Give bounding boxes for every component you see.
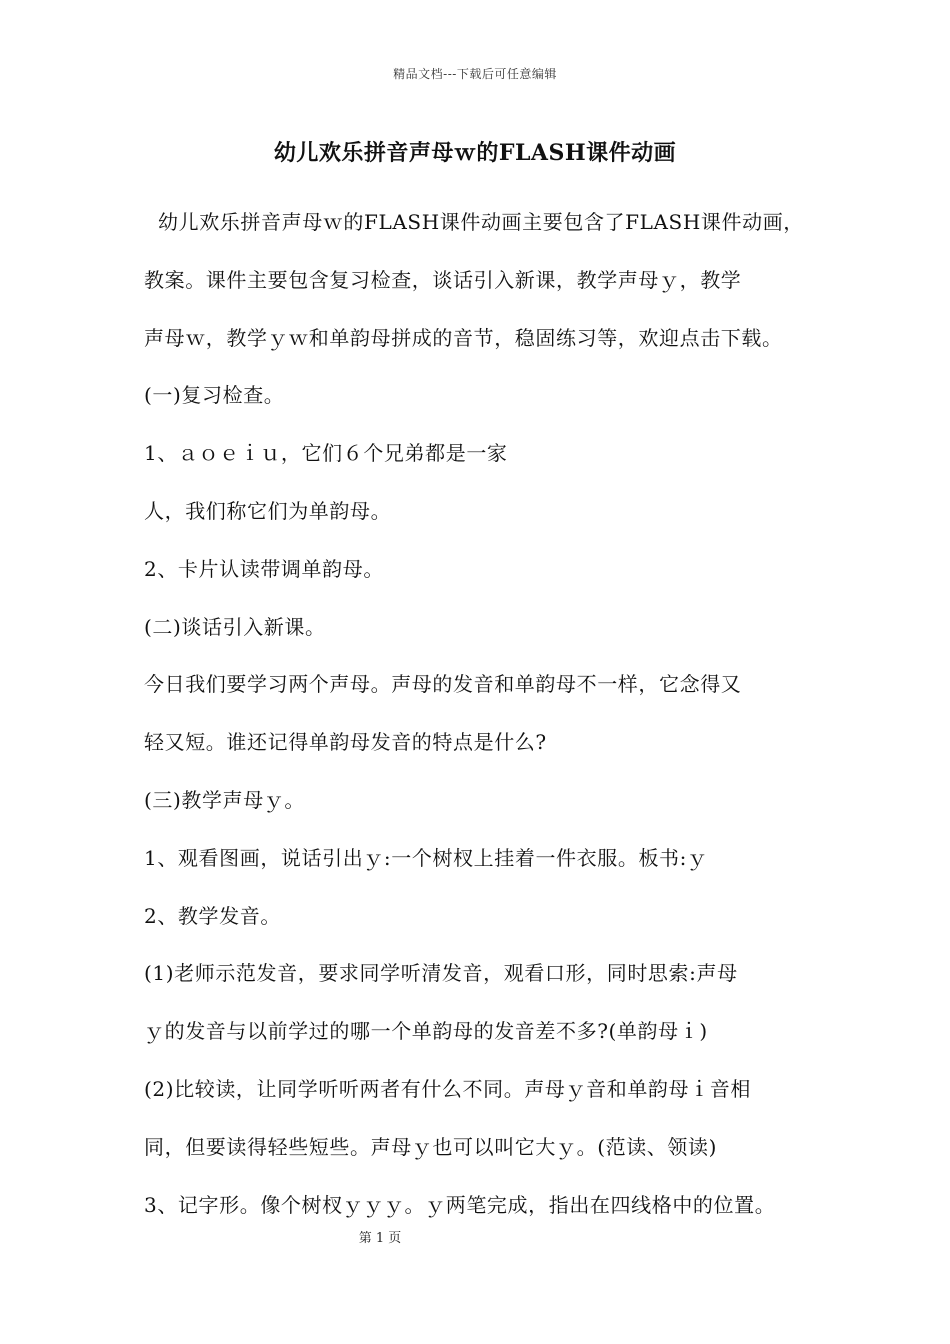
paragraph-line: (2)比较读，让同学听听两者有什么不同。声母ｙ音和单韵母ｉ音相 (144, 1076, 751, 1101)
section-heading: (三)教学声母ｙ。 (144, 787, 306, 812)
page-number: 第 1 页 (358, 1231, 402, 1246)
header-note: 精品文档---下载后可任意编辑 (393, 67, 557, 81)
paragraph-line: 教案。课件主要包含复习检查，谈话引入新课，教学声母ｙ，教学 (144, 267, 742, 292)
paragraph-line: ｙ的发音与以前学过的哪一个单韵母的发音差不多?(单韵母ｉ) (144, 1019, 708, 1044)
paragraph-line: 2、卡片认读带调单韵母。 (144, 556, 384, 581)
paragraph-line: 幼儿欢乐拼音声母ｗ的FLASH课件动画主要包含了FLASH课件动画， (158, 210, 804, 234)
paragraph-line: 人，我们称它们为单韵母。 (144, 498, 392, 523)
document-body (144, 202, 834, 1242)
section-heading: (二)谈话引入新课。 (144, 614, 326, 639)
paragraph-line: 1、观看图画，说话引出ｙ:一个树杈上挂着一件衣服。板书:ｙ (144, 845, 708, 870)
paragraph-line: 3、记字形。像个树杈ｙｙｙ。ｙ两笔完成，指出在四线格中的位置。 (144, 1192, 776, 1217)
paragraph-line: 声母ｗ，教学ｙｗ和单韵母拼成的音节，稳固练习等，欢迎点击下载。 (144, 325, 783, 350)
paragraph-line: (1)老师示范发音，要求同学听清发音，观看口形，同时思索:声母 (144, 961, 738, 986)
paragraph-line: 同，但要读得轻些短些。声母ｙ也可以叫它大ｙ。(范读、领读) (144, 1134, 718, 1159)
paragraph-line: 2、教学发音。 (144, 903, 281, 928)
paragraph-line: 今日我们要学习两个声母。声母的发音和单韵母不一样，它念得又 (144, 672, 742, 697)
document-title: 幼儿欢乐拼音声母ｗ的FLASH课件动画 (273, 140, 677, 166)
paragraph-line: 轻又短。谁还记得单韵母发音的特点是什么? (144, 730, 547, 755)
paragraph-line: 1、ａｏｅｉｕ，它们６个兄弟都是一家 (144, 441, 508, 466)
section-heading: (一)复习检查。 (144, 383, 285, 408)
